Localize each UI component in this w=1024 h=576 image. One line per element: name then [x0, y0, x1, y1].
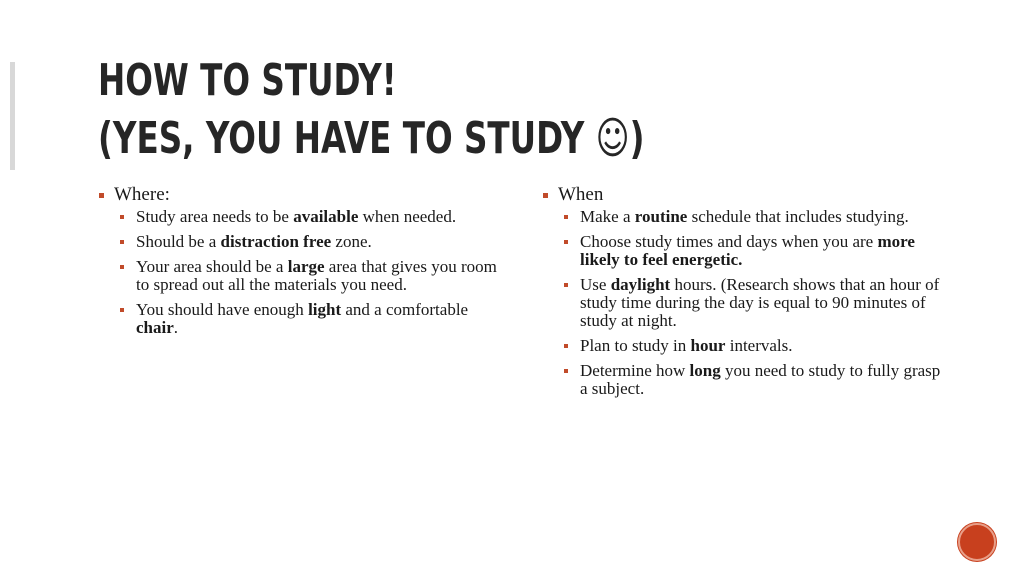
list-item: Study area needs to be available when needed. — [114, 208, 498, 226]
square-bullet-icon — [543, 193, 548, 198]
square-bullet-icon — [564, 240, 568, 244]
list-item: Use daylight hours. (Research shows that an hour of study time during the day is equal to 90 minutes of study at night. — [558, 276, 942, 330]
title-line-1: HOW TO STUDY! — [98, 55, 397, 106]
slide-nav-button[interactable] — [958, 523, 996, 561]
square-bullet-icon — [564, 344, 568, 348]
square-bullet-icon — [564, 369, 568, 373]
where-section — [98, 184, 498, 337]
square-bullet-icon — [564, 215, 568, 219]
list-item: Determine how long you need to study to fully grasp a subject. — [558, 362, 942, 398]
decorative-side-bar — [10, 62, 15, 170]
square-bullet-icon — [120, 308, 124, 312]
title-line-2: (YES, YOU HAVE TO STUDY ☺) — [98, 113, 645, 164]
when-column — [542, 184, 942, 405]
where-heading: Where: — [114, 184, 170, 205]
list-item: Your area should be a large area that gives you room to spread out all the materials you need. — [114, 258, 498, 294]
square-bullet-icon — [120, 240, 124, 244]
list-item: Should be a distraction free zone. — [114, 233, 498, 251]
list-item: You should have enough light and a comfortable chair. — [114, 301, 498, 337]
where-column — [98, 184, 498, 344]
when-section — [542, 184, 942, 398]
square-bullet-icon — [120, 265, 124, 269]
list-item: Make a routine schedule that includes studying. — [558, 208, 942, 226]
list-item: Choose study times and days when you are more likely to feel energetic. — [558, 233, 942, 269]
square-bullet-icon — [120, 215, 124, 219]
square-bullet-icon — [564, 283, 568, 287]
when-heading: When — [558, 184, 604, 205]
slide-title — [98, 52, 644, 168]
square-bullet-icon — [99, 193, 104, 198]
list-item: Plan to study in hour intervals. — [558, 337, 942, 355]
